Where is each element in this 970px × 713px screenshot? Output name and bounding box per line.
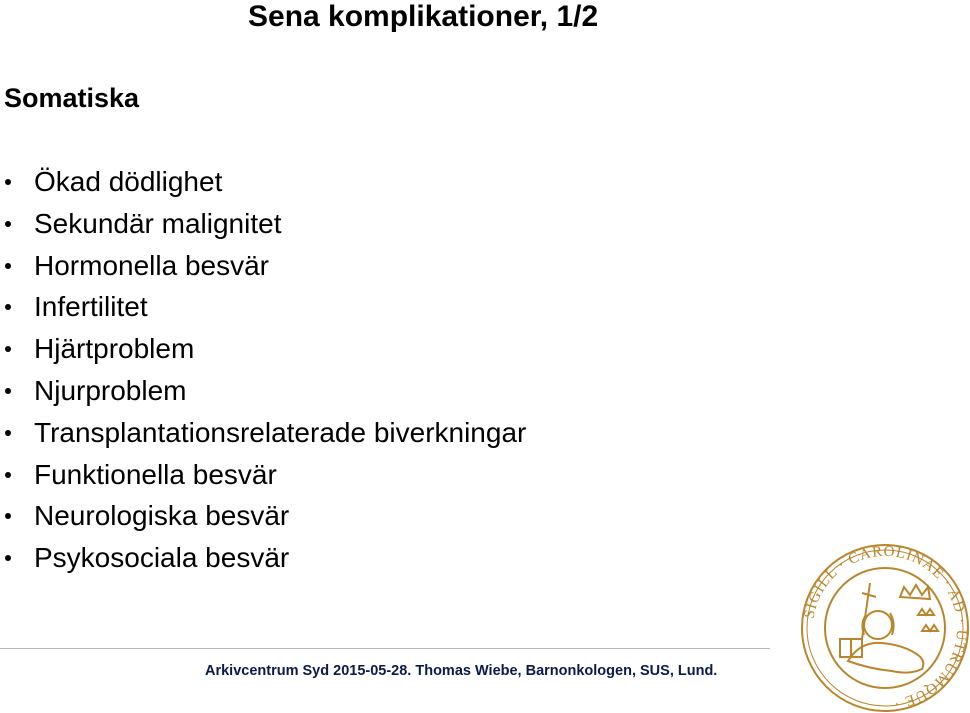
- bullet-icon: [5, 388, 11, 394]
- bullet-text: Hormonella besvär: [34, 249, 269, 281]
- bullet-icon: [5, 472, 11, 478]
- bullet-icon: [5, 513, 11, 519]
- bullet-icon: [5, 430, 11, 436]
- footer-divider: [0, 648, 770, 649]
- bullet-text: Hjärtproblem: [34, 333, 195, 365]
- bullet-text: Funktionella besvär: [34, 458, 277, 490]
- footer-text: Arkivcentrum Syd 2015-05-28. Thomas Wiebe, Barnonkologen, SUS, Lund.: [205, 663, 718, 679]
- bullet-text: Infertilitet: [34, 291, 148, 323]
- section-heading: Somatiska: [4, 83, 140, 113]
- lund-university-seal-icon: [800, 543, 970, 713]
- bullet-text: Neurologiska besvär: [34, 500, 290, 532]
- bullet-icon: [5, 555, 11, 561]
- svg-text:SIGILL · CAROLINAE · AD · UTRU: SIGILL · CAROLINAE · AD · UTRUMQUE ·: [801, 543, 970, 712]
- bullet-text: Psykosociala besvär: [34, 542, 290, 574]
- bullet-text: Njurproblem: [34, 374, 187, 406]
- bullet-icon: [5, 221, 11, 227]
- bullet-text: Sekundär malignitet: [34, 207, 282, 239]
- bullet-text: Ökad dödlighet: [34, 166, 223, 197]
- bullet-icon: [5, 179, 11, 185]
- slide-title: Sena komplikationer, 1/2: [248, 0, 599, 33]
- bullet-icon: [5, 346, 11, 352]
- bullet-text: Transplantationsrelaterade biverkningar: [34, 416, 527, 448]
- bullet-icon: [5, 304, 11, 310]
- bullet-icon: [5, 263, 11, 269]
